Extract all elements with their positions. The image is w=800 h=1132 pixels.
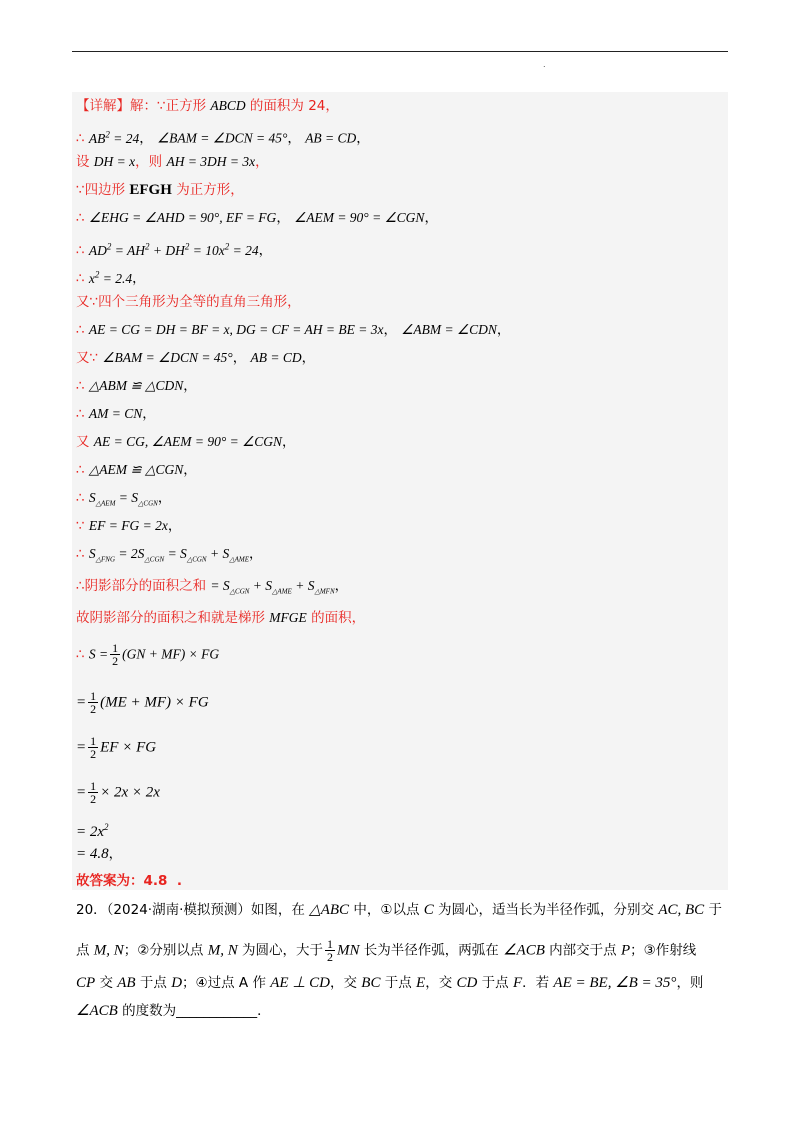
solution-line-18: ∴阴影部分的面积之和 = $S_{\triangle CGN} + S_{\triangle AME} + S_{\triangle MFN}$， <box>76 578 349 596</box>
solution-line-7: ∴ $x^2 = 2.4$， <box>76 269 146 287</box>
solution-line-15: ∴ $S_{\triangle AEM} = S_{\triangle CGN}$， <box>76 490 172 508</box>
solution-line-26: 故答案为：4.8 . <box>76 873 182 889</box>
solution-line-11: ∴ △ABM ≌ △CDN， <box>76 378 197 394</box>
solution-line-12: ∴ AM = CN， <box>76 406 156 422</box>
solution-line-2: ∴ $AB^2 = 24$， ∠BAM = ∠DCN = 45°， AB = CD， <box>76 129 370 147</box>
solution-line-13: 又 AE = CG, ∠AEM = 90° = ∠CGN， <box>76 434 296 450</box>
question-line-2: 点 M, N；②分别以点 M, N 为圆心，大于 $\frac{1}{2}$ MN 长为半径作弧，两弧在 ∠ACB 内部交于点 P；③作射线 <box>76 937 697 964</box>
solution-line-24: = $2x^2$ <box>76 822 109 840</box>
solution-line-1: 【详解】解：∵正方形 ABCD 的面积为 24， <box>76 98 339 114</box>
solution-line-6: ∴ $AD^2 = AH^2 + DH^2 = 10x^2 = 24$， <box>76 241 273 259</box>
solution-line-10: 又∵ ∠BAM = ∠DCN = 45°， AB = CD， <box>76 350 316 366</box>
solution-line-4: ∵四边形 EFGH 为正方形， <box>76 182 244 198</box>
solution-line-25: = 4.8， <box>76 846 123 862</box>
solution-line-9: ∴ AE = CG = DH = BF = x, DG = CF = AH = BE = 3x， ∠ABM = ∠CDN， <box>76 322 511 338</box>
solution-line-19: 故阴影部分的面积之和就是梯形 MFGE 的面积， <box>76 610 366 626</box>
solution-line-3: 设 DH = x，则 AH = 3DH = 3x， <box>76 154 269 170</box>
solution-line-21: = $\frac{1}{2}$ (ME + MF) × FG <box>76 689 209 716</box>
question-line-1: 20．（2024·湖南·模拟预测）如图，在 △ABC 中，①以点 C 为圆心，适当长为半径作弧，分别交 AC, BC 于 <box>76 902 722 918</box>
solution-line-8: 又∵四个三角形为全等的直角三角形， <box>76 294 301 310</box>
solution-line-20: ∴ S = $\frac{1}{2}$ (GN + MF) × FG <box>76 641 220 668</box>
solution-line-23: = $\frac{1}{2}$ × 2x × 2x <box>76 779 160 806</box>
question-line-4: ∠ACB 的度数为____________． <box>76 1003 271 1019</box>
header-rule <box>72 51 728 52</box>
question-line-3: CP 交 AB 于点 D；④过点 A 作 AE ⊥ CD，交 BC 于点 E，交 CD 于点 F．若 AE = BE, ∠B = 35°，则 <box>76 975 704 991</box>
solution-line-17: ∴ $S_{\triangle FNG} = 2S_{\triangle CGN} = S_{\triangle CGN} + S_{\triangle AME}$， <box>76 546 263 564</box>
solution-line-14: ∴ △AEM ≌ △CGN， <box>76 462 197 478</box>
solution-line-22: = $\frac{1}{2}$ EF × FG <box>76 734 157 761</box>
solution-line-16: ∵ EF = FG = 2x， <box>76 518 182 534</box>
header-dot: . <box>543 60 546 69</box>
solution-line-5: ∴ ∠EHG = ∠AHD = 90°, EF = FG， ∠AEM = 90° = ∠CGN， <box>76 210 438 226</box>
